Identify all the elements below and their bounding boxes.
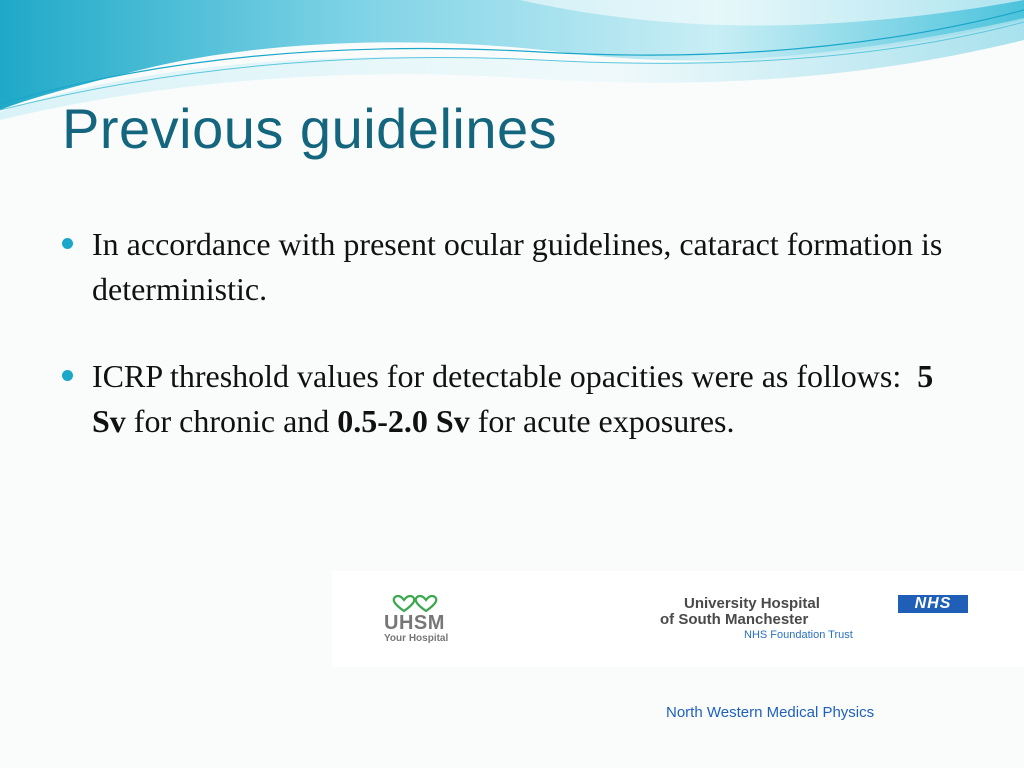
bullet-item: [62, 222, 962, 312]
bullet-marker: [62, 370, 73, 381]
double-heart-icon: [390, 595, 442, 613]
bullet-item: [62, 354, 962, 444]
logo-panel: [332, 571, 1024, 667]
acute-threshold-value: 0.5-2.0 Sv: [337, 403, 470, 439]
chronic-threshold-value: 5 Sv: [92, 358, 934, 439]
bullet-text: [92, 354, 962, 444]
bullet-list: [62, 222, 962, 486]
uhsm-name: UHSM: [384, 612, 445, 634]
bullet-text: In accordance with present ocular guidelines, cataract formation is deterministic.: [92, 226, 943, 307]
bullet-marker: [62, 238, 73, 249]
hospital-name-line2: of South Manchester: [660, 611, 809, 628]
nhs-badge: NHS: [898, 595, 968, 613]
uhsm-tagline: Your Hospital: [384, 633, 449, 644]
hospital-logo: [658, 595, 1008, 645]
bullet-text-segment: for chronic and: [125, 403, 338, 439]
hospital-trust-line: NHS Foundation Trust: [744, 629, 853, 641]
bullet-text-segment: for acute exposures.: [469, 403, 735, 439]
footer-text: North Western Medical Physics: [666, 704, 875, 721]
slide-title: Previous guidelines: [62, 97, 558, 160]
uhsm-logo: [384, 595, 474, 645]
bullet-text-segment: ICRP threshold values for detectable opacities were as follows:: [92, 358, 918, 394]
hospital-name-line1: University Hospital: [684, 595, 820, 612]
